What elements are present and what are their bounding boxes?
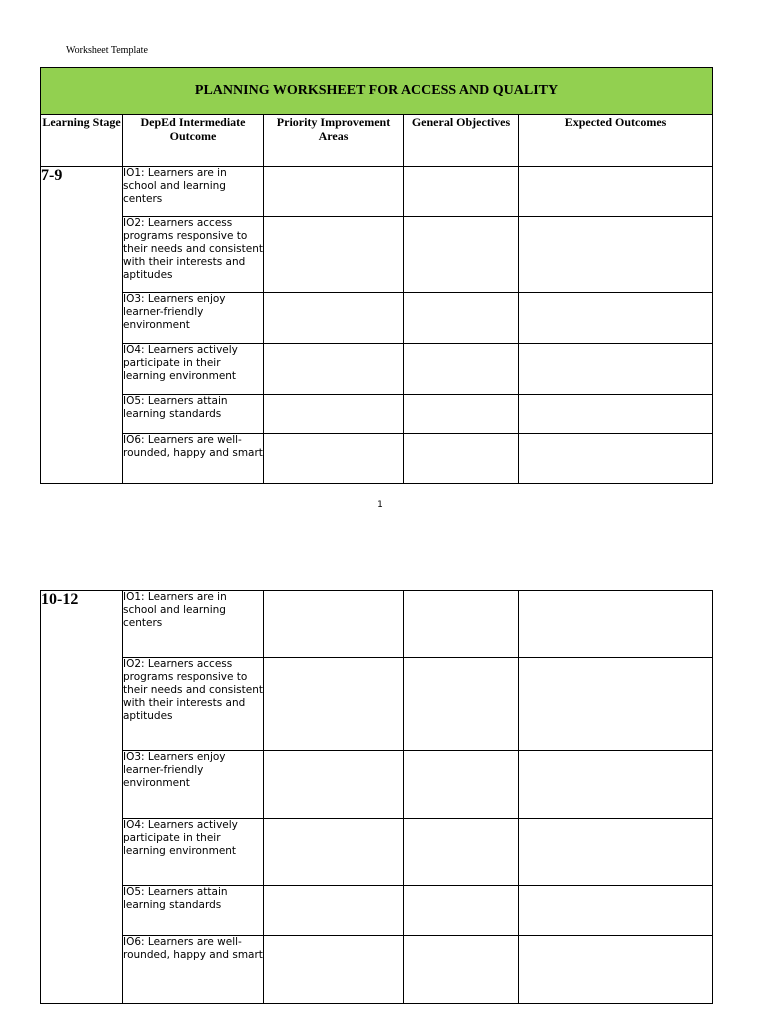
expected-outcomes-input[interactable] (519, 293, 713, 344)
priority-improvement-areas-input[interactable] (264, 591, 404, 658)
expected-outcomes-input[interactable] (519, 751, 713, 819)
expected-outcomes-input[interactable] (519, 395, 713, 434)
outcome-cell-io6: IO6: Learners are well-rounded, happy and smart (123, 434, 264, 484)
table-row (41, 395, 713, 434)
general-objectives-input[interactable] (404, 751, 519, 819)
priority-improvement-areas-input[interactable] (264, 658, 404, 751)
priority-improvement-areas-input[interactable] (264, 293, 404, 344)
table-row (41, 658, 713, 751)
outcome-cell-io4: IO4: Learners actively participate in their learning environment (123, 819, 264, 886)
expected-outcomes-input[interactable] (519, 591, 713, 658)
outcome-cell-io3: IO3: Learners enjoy learner-friendly environment (123, 293, 264, 344)
planning-worksheet-table-10-12 (40, 590, 713, 1004)
table-row (41, 936, 713, 1004)
table-row (41, 293, 713, 344)
general-objectives-input[interactable] (404, 167, 519, 217)
table-row (41, 751, 713, 819)
expected-outcomes-input[interactable] (519, 819, 713, 886)
expected-outcomes-input[interactable] (519, 167, 713, 217)
column-header-expected-outcomes: Expected Outcomes (519, 115, 713, 167)
table-row (41, 217, 713, 293)
outcome-cell-io6: IO6: Learners are well-rounded, happy and smart (123, 936, 264, 1004)
priority-improvement-areas-input[interactable] (264, 886, 404, 936)
table-row (41, 819, 713, 886)
learning-stage-cell: 7-9 (41, 167, 123, 484)
outcome-cell-io2: IO2: Learners access programs responsive to their needs and consistent with their interests and aptitudes (123, 658, 264, 751)
expected-outcomes-input[interactable] (519, 886, 713, 936)
general-objectives-input[interactable] (404, 434, 519, 484)
outcome-cell-io3: IO3: Learners enjoy learner-friendly environment (123, 751, 264, 819)
general-objectives-input[interactable] (404, 217, 519, 293)
general-objectives-input[interactable] (404, 293, 519, 344)
outcome-cell-io1: IO1: Learners are in school and learning centers (123, 167, 264, 217)
priority-improvement-areas-input[interactable] (264, 434, 404, 484)
priority-improvement-areas-input[interactable] (264, 167, 404, 217)
priority-improvement-areas-input[interactable] (264, 344, 404, 395)
outcome-cell-io5: IO5: Learners attain learning standards (123, 886, 264, 936)
priority-improvement-areas-input[interactable] (264, 751, 404, 819)
general-objectives-input[interactable] (404, 344, 519, 395)
table-row (41, 344, 713, 395)
general-objectives-input[interactable] (404, 886, 519, 936)
table-row (41, 886, 713, 936)
planning-worksheet-table-7-9 (40, 67, 713, 484)
expected-outcomes-input[interactable] (519, 217, 713, 293)
priority-improvement-areas-input[interactable] (264, 395, 404, 434)
page-number: 1 (377, 500, 383, 510)
title-row (41, 68, 713, 115)
outcome-cell-io1: IO1: Learners are in school and learning centers (123, 591, 264, 658)
priority-improvement-areas-input[interactable] (264, 936, 404, 1004)
expected-outcomes-input[interactable] (519, 936, 713, 1004)
worksheet-title: PLANNING WORKSHEET FOR ACCESS AND QUALITY (41, 68, 713, 115)
outcome-cell-io4: IO4: Learners actively participate in their learning environment (123, 344, 264, 395)
general-objectives-input[interactable] (404, 658, 519, 751)
column-header-general-objectives: General Objectives (404, 115, 519, 167)
general-objectives-input[interactable] (404, 819, 519, 886)
priority-improvement-areas-input[interactable] (264, 217, 404, 293)
column-header-priority-improvement-areas: Priority Improvement Areas (264, 115, 404, 167)
outcome-cell-io2: IO2: Learners access programs responsive to their needs and consistent with their interests and aptitudes (123, 217, 264, 293)
general-objectives-input[interactable] (404, 936, 519, 1004)
expected-outcomes-input[interactable] (519, 344, 713, 395)
learning-stage-cell: 10-12 (41, 591, 123, 1004)
column-header-intermediate-outcome: DepEd Intermediate Outcome (123, 115, 264, 167)
general-objectives-input[interactable] (404, 591, 519, 658)
outcome-cell-io5: IO5: Learners attain learning standards (123, 395, 264, 434)
worksheet-template-label: Worksheet Template (66, 45, 148, 56)
table-row (41, 591, 713, 658)
column-header-learning-stage: Learning Stage (41, 115, 123, 167)
expected-outcomes-input[interactable] (519, 658, 713, 751)
table-row (41, 434, 713, 484)
column-header-row (41, 115, 713, 167)
general-objectives-input[interactable] (404, 395, 519, 434)
table-row (41, 167, 713, 217)
expected-outcomes-input[interactable] (519, 434, 713, 484)
priority-improvement-areas-input[interactable] (264, 819, 404, 886)
